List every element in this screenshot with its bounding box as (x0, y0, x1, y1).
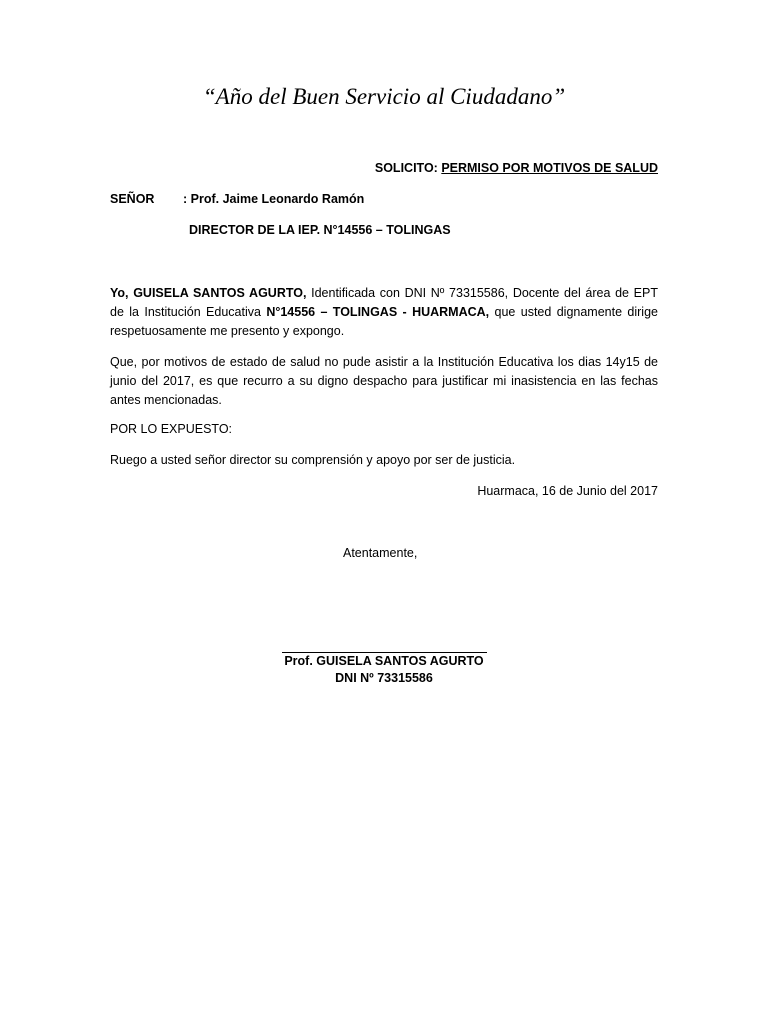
closing: Atentamente, (343, 546, 418, 560)
request-sentence: Ruego a usted señor director su comprensión y apoyo por ser de justicia. (110, 453, 516, 467)
signature-name: Prof. GUISELA SANTOS AGURTO (284, 654, 484, 668)
dni-number: 73315586 (449, 286, 505, 300)
subject-line (375, 161, 658, 175)
recipient-name: : Prof. Jaime Leonardo Ramón (183, 192, 365, 206)
applicant-name: Yo, GUISELA SANTOS AGURTO, (110, 286, 307, 300)
expuesto-heading: POR LO EXPUESTO: (110, 422, 233, 436)
intro-text-2: , Docente del área de EPT de la Institución Educativa (110, 286, 658, 319)
recipient-title: DIRECTOR DE LA IEP. N°14556 – TOLINGAS (189, 223, 451, 237)
document-motto: “Año del Buen Servicio al Ciudadano” (202, 84, 566, 109)
intro-text-1: Identificada con DNI Nº (306, 286, 450, 300)
intro-text-3: que usted dignamente dirige respetuosamente me presento y expongo. (110, 305, 658, 338)
subject-value: PERMISO POR MOTIVOS DE SALUD (441, 161, 658, 175)
institution-name: N°14556 – TOLINGAS - HUARMACA, (266, 305, 490, 319)
subject-label: SOLICITO: (374, 161, 442, 175)
body-paragraph-intro (110, 284, 658, 341)
date-line: Huarmaca, 16 de Junio del 2017 (477, 484, 658, 498)
signature-dni: DNI Nº 73315586 (335, 671, 433, 685)
signature-line (282, 652, 487, 653)
body-paragraph-reason: Que, por motivos de estado de salud no pude asistir a la Institución Educativa los dias 14y15 de junio del 2017, es que recurro a su digno despacho para justificar mi inasistencia en las fechas antes mencionadas. (110, 355, 658, 407)
recipient-label: SEÑOR (110, 192, 155, 206)
